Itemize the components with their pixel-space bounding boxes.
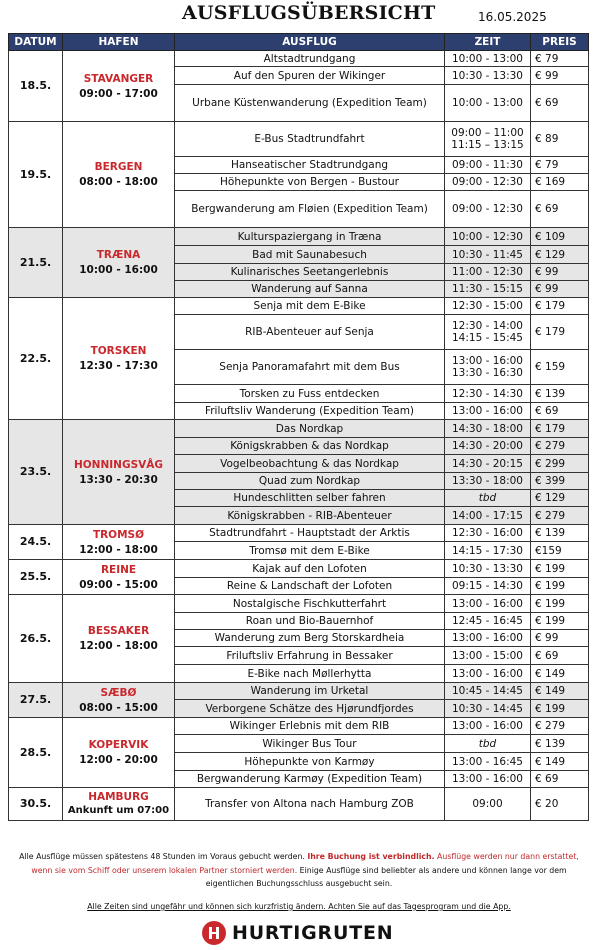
table-row	[9, 718, 589, 735]
excursion-time	[445, 281, 531, 298]
excursion-price: € 139	[531, 735, 589, 753]
port-hours: 13:30 - 20:30	[79, 473, 158, 486]
excursion-name: RIB-Abenteuer auf Senja	[175, 315, 445, 350]
excursion-time	[445, 473, 531, 490]
port-hours: 10:00 - 16:00	[79, 264, 158, 276]
excursion-price: € 159	[531, 350, 589, 385]
excursion-name: Wikinger Erlebnis mit dem RIB	[175, 718, 445, 735]
table-row	[9, 420, 589, 438]
excursion-name: Friluftsliv Wanderung (Expedition Team)	[175, 403, 445, 420]
time-slot: 13:00 - 16:00	[452, 355, 523, 367]
excursion-name: Nostalgische Fischkutterfahrt	[175, 595, 445, 613]
port-cell	[63, 420, 175, 525]
excursion-price: € 399	[531, 473, 589, 490]
excursion-time	[445, 420, 531, 438]
day-date: 24.5.	[9, 525, 63, 560]
day-date: 18.5.	[9, 51, 63, 122]
excursion-time	[445, 246, 531, 264]
excursion-name: Tromsø mit dem E-Bike	[175, 542, 445, 560]
excursion-price: € 199	[531, 700, 589, 718]
page-title: AUSFLUGSÜBERSICHT	[182, 2, 436, 24]
port-name: SÆBØ	[100, 686, 137, 699]
port-hours: 09:00 - 17:00	[79, 87, 158, 100]
excursion-time	[445, 525, 531, 542]
excursion-name: Senja Panoramafahrt mit dem Bus	[175, 350, 445, 385]
time-slot: 11:00 - 12:30	[452, 266, 523, 278]
excursion-price: € 99	[531, 264, 589, 281]
excursion-time	[445, 490, 531, 507]
excursion-price: € 89	[531, 122, 589, 157]
excursion-name: Roan und Bio-Bauernhof	[175, 613, 445, 630]
excursion-name: Bergwanderung Karmøy (Expedition Team)	[175, 771, 445, 788]
time-slot: 13:00 - 16:00	[452, 405, 523, 417]
excursion-name: Wanderung auf Sanna	[175, 281, 445, 298]
excursion-name: Kajak auf den Lofoten	[175, 560, 445, 578]
port-cell	[63, 298, 175, 420]
port-hours: 09:00 - 15:00	[79, 578, 158, 591]
excursion-time	[445, 630, 531, 647]
port-cell	[63, 683, 175, 718]
time-slot: 14:15 - 15:45	[452, 332, 523, 344]
excursion-price: € 99	[531, 630, 589, 647]
time-slot: 14:15 - 17:30	[452, 544, 523, 557]
excursion-time	[445, 507, 531, 525]
day-date: 28.5.	[9, 718, 63, 788]
excursion-price: € 199	[531, 560, 589, 578]
excursion-time	[445, 753, 531, 771]
time-slot: 09:00 - 11:30	[452, 159, 523, 171]
port-cell	[63, 228, 175, 298]
time-slot: 10:00 - 13:00	[452, 52, 523, 65]
time-slot: 13:00 - 16:00	[452, 597, 523, 610]
excursion-time	[445, 647, 531, 665]
excursion-name: Königskrabben - RIB-Abenteuer	[175, 507, 445, 525]
time-slot: 13:00 - 16:00	[452, 632, 523, 644]
excursion-name: Wikinger Bus Tour	[175, 735, 445, 753]
port-cell	[63, 51, 175, 122]
excursion-price: € 109	[531, 228, 589, 246]
excursion-price: €159	[531, 542, 589, 560]
note-binding: Ihre Buchung ist verbindlich.	[307, 852, 435, 861]
excursion-time	[445, 191, 531, 228]
excursion-time	[445, 788, 531, 821]
excursion-name: Bad mit Saunabesuch	[175, 246, 445, 264]
time-slot: 14:30 - 18:00	[452, 422, 523, 435]
excursion-time	[445, 718, 531, 735]
excursion-name: Hundeschlitten selber fahren	[175, 490, 445, 507]
note-advance-booking: Alle Ausflüge müssen spätestens 48 Stunden im Voraus gebucht werden.	[19, 852, 305, 861]
time-slot: 13:00 - 16:00	[452, 667, 523, 680]
excursion-time	[445, 735, 531, 753]
excursion-price: € 129	[531, 490, 589, 507]
time-slot: 13:00 - 15:00	[452, 649, 523, 662]
col-header-port: HAFEN	[63, 34, 175, 51]
port-hours: 08:00 - 18:00	[79, 176, 158, 188]
excursion-price: € 69	[531, 403, 589, 420]
excursion-name: Transfer von Altona nach Hamburg ZOB	[175, 788, 445, 821]
time-slot: 09:00	[472, 798, 503, 810]
excursion-name: Königskrabben & das Nordkap	[175, 438, 445, 455]
excursion-name: Quad zum Nordkap	[175, 473, 445, 490]
time-slot: 10:45 - 14:45	[452, 685, 523, 697]
time-slot: 10:30 - 14:45	[452, 702, 523, 715]
excursion-time	[445, 122, 531, 157]
port-name: TORSKEN	[90, 345, 147, 357]
excursion-name: Friluftsliv Erfahrung in Bessaker	[175, 647, 445, 665]
note-refund: Ausflüge werden nur dann erstattet, wenn sie vom Schiff oder unserem lokalen Partner storniert werden.	[31, 852, 579, 875]
time-slot: tbd	[478, 492, 497, 504]
time-slot: 13:30 - 18:00	[452, 475, 523, 487]
port-name: STAVANGER	[83, 72, 154, 85]
excursion-price: € 179	[531, 298, 589, 315]
table-row	[9, 228, 589, 246]
excursion-name: Verborgene Schätze des Hjørundfjordes	[175, 700, 445, 718]
excursion-price: € 69	[531, 191, 589, 228]
excursion-price: € 199	[531, 578, 589, 595]
excursion-price: € 199	[531, 613, 589, 630]
hurtigruten-logo	[202, 920, 393, 946]
day-date: 21.5.	[9, 228, 63, 298]
excursion-time	[445, 298, 531, 315]
day-date: 30.5.	[9, 788, 63, 821]
note-popular: Einige Ausflüge sind beliebter als andere und können lange vor dem eigentlichen Buchungsschluss ausgebucht sein.	[205, 865, 567, 888]
port-hours: 12:00 - 18:00	[79, 543, 158, 556]
time-slot: 13:00 - 16:45	[452, 755, 523, 768]
port-hours: 12:00 - 20:00	[79, 754, 158, 766]
day-date: 27.5.	[9, 683, 63, 718]
port-hours: 08:00 - 15:00	[79, 701, 158, 714]
time-slot: 13:00 - 16:00	[452, 773, 523, 785]
excursion-price: € 69	[531, 647, 589, 665]
excursion-price: € 20	[531, 788, 589, 821]
port-name: TROMSØ	[92, 528, 145, 541]
excursion-price: € 149	[531, 683, 589, 700]
excursion-price: € 299	[531, 455, 589, 473]
table-header-row	[9, 34, 589, 51]
excursion-price: € 99	[531, 67, 589, 85]
table-row	[9, 788, 589, 821]
excursion-time	[445, 315, 531, 350]
excursion-time	[445, 403, 531, 420]
times-disclaimer: Alle Zeiten sind ungefähr und können sich kurzfristig ändern. Achten Sie auf das Tagesprogram und die App.	[87, 902, 511, 911]
booking-notes	[14, 850, 584, 891]
excursion-time	[445, 228, 531, 246]
excursion-price: € 139	[531, 525, 589, 542]
port-hours: Ankunft um 07:00	[67, 805, 170, 816]
excursion-time	[445, 542, 531, 560]
port-name: BESSAKER	[87, 625, 150, 637]
excursion-name: Das Nordkap	[175, 420, 445, 438]
excursion-name: Vogelbeobachtung & das Nordkap	[175, 455, 445, 473]
day-date: 26.5.	[9, 595, 63, 683]
time-slot: 09:00 - 12:30	[452, 176, 523, 188]
time-slot: 10:30 - 11:45	[452, 248, 523, 261]
table-row	[9, 560, 589, 578]
col-header-date: DATUM	[9, 34, 63, 51]
excursion-name: E-Bike nach Møllerhytta	[175, 665, 445, 683]
excursion-table	[8, 33, 589, 821]
time-slot: 12:30 - 16:00	[452, 527, 523, 539]
excursion-time	[445, 613, 531, 630]
time-slot: 12:30 - 14:30	[452, 387, 523, 400]
excursion-time	[445, 700, 531, 718]
logo-wordmark: HURTIGRUTEN	[232, 922, 394, 944]
table-row	[9, 51, 589, 67]
excursion-time	[445, 350, 531, 385]
time-slot: 14:30 - 20:00	[452, 440, 523, 452]
excursion-price: € 69	[531, 771, 589, 788]
excursion-price: € 199	[531, 595, 589, 613]
col-header-time: ZEIT	[445, 34, 531, 51]
time-slot: tbd	[478, 737, 497, 750]
excursion-name: Wanderung zum Berg Storskardheia	[175, 630, 445, 647]
port-hours: 12:30 - 17:30	[79, 360, 158, 372]
excursion-name: Kulinarisches Seetangerlebnis	[175, 264, 445, 281]
excursion-name: Urbane Küstenwanderung (Expedition Team)	[175, 85, 445, 122]
excursion-price: € 99	[531, 281, 589, 298]
table-body	[9, 51, 589, 821]
port-cell	[63, 788, 175, 821]
port-cell	[63, 560, 175, 595]
time-slot: 13:30 - 16:30	[452, 367, 523, 379]
col-header-excursion: AUSFLUG	[175, 34, 445, 51]
port-name: REINE	[100, 563, 137, 576]
excursion-time	[445, 683, 531, 700]
excursion-price: € 279	[531, 507, 589, 525]
day-date: 23.5.	[9, 420, 63, 525]
day-date: 22.5.	[9, 298, 63, 420]
excursion-name: Kulturspaziergang in Træna	[175, 228, 445, 246]
time-slot: 09:00 – 11:00	[451, 127, 524, 139]
excursion-name: E-Bus Stadtrundfahrt	[175, 122, 445, 157]
excursion-time	[445, 51, 531, 67]
time-slot: 14:30 - 20:15	[452, 457, 523, 470]
excursion-name: Wanderung im Urketal	[175, 683, 445, 700]
table-row	[9, 595, 589, 613]
time-slot: 11:30 - 15:15	[452, 283, 523, 295]
excursion-time	[445, 438, 531, 455]
table-row	[9, 525, 589, 542]
excursion-price: € 279	[531, 438, 589, 455]
excursion-price: € 149	[531, 665, 589, 683]
excursion-name: Auf den Spuren der Wikinger	[175, 67, 445, 85]
time-slot: 10:00 - 12:30	[452, 230, 523, 243]
col-header-price: PREIS	[531, 34, 589, 51]
excursion-price: € 139	[531, 385, 589, 403]
excursion-price: € 149	[531, 753, 589, 771]
time-slot: 12:30 - 14:00	[452, 320, 523, 332]
time-slot: 13:00 - 16:00	[452, 720, 523, 732]
excursion-name: Hanseatischer Stadtrundgang	[175, 157, 445, 174]
port-name: TRÆNA	[96, 249, 141, 261]
excursion-price: € 129	[531, 246, 589, 264]
port-cell	[63, 595, 175, 683]
excursion-time	[445, 67, 531, 85]
day-date: 25.5.	[9, 560, 63, 595]
excursion-time	[445, 771, 531, 788]
excursion-name: Reine & Landschaft der Lofoten	[175, 578, 445, 595]
excursion-name: Senja mit dem E-Bike	[175, 298, 445, 315]
time-slot: 12:45 - 16:45	[452, 615, 523, 627]
table-row	[9, 298, 589, 315]
port-cell	[63, 525, 175, 560]
hurtigruten-h-icon	[202, 921, 226, 945]
excursion-time	[445, 85, 531, 122]
time-slot: 14:00 - 17:15	[452, 509, 523, 522]
excursion-name: Altstadtrundgang	[175, 51, 445, 67]
excursion-price: € 179	[531, 315, 589, 350]
issue-date: 16.05.2025	[478, 10, 547, 24]
port-cell	[63, 718, 175, 788]
excursion-time	[445, 595, 531, 613]
time-slot: 12:30 - 15:00	[452, 300, 523, 312]
time-slot: 10:00 - 13:00	[452, 97, 523, 109]
day-date: 19.5.	[9, 122, 63, 228]
port-cell	[63, 122, 175, 228]
table-row	[9, 683, 589, 700]
port-name: HONNINGSVÅG	[73, 458, 164, 471]
table-row	[9, 122, 589, 157]
excursion-name: Höhepunkte von Karmøy	[175, 753, 445, 771]
port-name: BERGEN	[94, 161, 143, 173]
excursion-name: Höhepunkte von Bergen - Bustour	[175, 174, 445, 191]
excursion-price: € 179	[531, 420, 589, 438]
excursion-name: Torsken zu Fuss entdecken	[175, 385, 445, 403]
excursion-time	[445, 385, 531, 403]
excursion-price: € 169	[531, 174, 589, 191]
excursion-time	[445, 264, 531, 281]
port-name: HAMBURG	[88, 791, 149, 803]
excursion-price: € 69	[531, 85, 589, 122]
time-slot: 10:30 - 13:30	[452, 562, 523, 575]
excursion-name: Stadtrundfahrt - Hauptstadt der Arktis	[175, 525, 445, 542]
time-slot: 10:30 - 13:30	[452, 69, 523, 82]
excursion-time	[445, 578, 531, 595]
port-name: KOPERVIK	[88, 739, 149, 751]
excursion-price: € 79	[531, 157, 589, 174]
excursion-time	[445, 665, 531, 683]
excursion-price: € 79	[531, 51, 589, 67]
excursion-price: € 279	[531, 718, 589, 735]
excursion-time	[445, 455, 531, 473]
port-hours: 12:00 - 18:00	[79, 640, 158, 652]
time-slot: 09:00 - 12:30	[452, 203, 523, 215]
excursion-time	[445, 560, 531, 578]
excursion-time	[445, 157, 531, 174]
excursion-time	[445, 174, 531, 191]
excursion-name: Bergwanderung am Fløien (Expedition Team)	[175, 191, 445, 228]
time-slot: 11:15 – 13:15	[451, 139, 524, 151]
time-slot: 09:15 - 14:30	[452, 580, 523, 592]
